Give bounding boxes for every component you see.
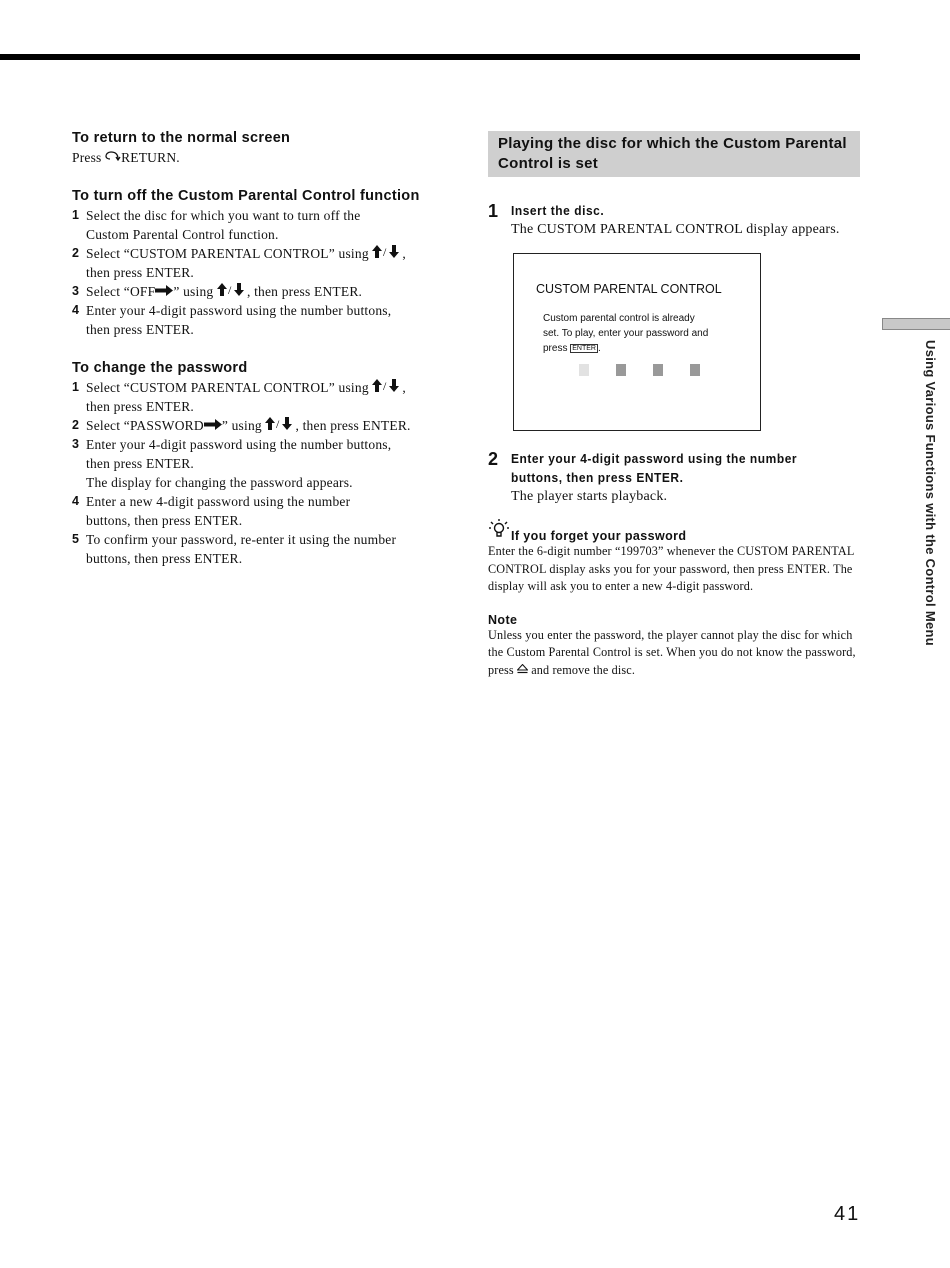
left-column <box>72 128 444 568</box>
return-icon <box>105 148 121 167</box>
note-block <box>488 613 860 680</box>
up-down-arrow-icon <box>372 244 402 263</box>
turn-off-step-2: 2 Select “CUSTOM PARENTAL CONTROL” using / , then press ENTER. <box>72 245 406 280</box>
insert-step-text: The CUSTOM PARENTAL CONTROL display appears. <box>511 222 840 237</box>
eject-icon <box>517 662 528 680</box>
up-down-arrow-icon <box>372 378 402 397</box>
enter-key-label: ENTER <box>572 345 596 352</box>
up-down-arrow-icon <box>265 416 295 435</box>
turn-off-step-4: 4 Enter your 4-digit password using the number buttons, then press ENTER. <box>72 303 392 337</box>
turn-off-step-1: 1 Select the disc for which you want to turn off the Custom Parental Control function. <box>72 208 361 242</box>
right-arrow-icon <box>204 416 222 435</box>
display-message: Custom parental control is already set. To play, enter your password and press ENTER . <box>543 313 709 354</box>
svg-text:/: / <box>276 417 280 430</box>
note-text: Unless you enter the password, the player cannot play the disc for which the Custom Parental Control is set. When you do not know the password, press and remove the disc. <box>488 627 860 680</box>
insert-step-heading: Insert the disc. <box>511 203 605 218</box>
change-step-5: 5 To confirm your password, re-enter it using the number buttons, then press ENTER. <box>72 532 397 566</box>
change-step-3: 3 Enter your 4-digit password using the number buttons, then press ENTER. The display for changing the password appears. <box>72 437 392 490</box>
enter-password-step: 2 Enter your 4-digit password using the number buttons, then press ENTER. The player starts playback. <box>488 449 860 506</box>
enter-password-text: The player starts playback. <box>511 489 668 504</box>
insert-step: 1 Insert the disc. The CUSTOM PARENTAL CONTROL display appears. <box>488 201 840 237</box>
lightbulb-hint-icon <box>488 518 510 543</box>
up-down-arrow-icon <box>217 282 247 301</box>
tip-block <box>488 518 860 596</box>
svg-text:/: / <box>383 245 387 258</box>
note-heading: Note <box>488 612 518 627</box>
password-digit-box <box>579 364 589 376</box>
enter-password-heading: Enter your 4-digit password using the number buttons, then press ENTER. <box>511 451 798 485</box>
display-title: CUSTOM PARENTAL CONTROL <box>536 282 722 296</box>
change-step-4: 4 Enter a new 4-digit password using the number buttons, then press ENTER. <box>72 494 351 528</box>
turn-off-step-3: 3 Select “OFF ” using / , then press ENTER. <box>72 283 363 299</box>
tip-heading: If you forget your password <box>511 529 687 543</box>
parental-control-display <box>513 253 761 431</box>
change-step-1: 1 Select “CUSTOM PARENTAL CONTROL” using / , then press ENTER. <box>72 379 406 414</box>
side-chapter-title: Using Various Functions with the Control Menu <box>923 340 938 646</box>
password-digit-box <box>653 364 663 376</box>
page-number: 41 <box>834 1203 861 1225</box>
password-digit-box <box>616 364 626 376</box>
svg-text:/: / <box>227 283 232 296</box>
section-banner: Playing the disc for which the Custom Parental Control is set <box>488 131 860 177</box>
top-rule <box>0 54 860 60</box>
right-arrow-icon <box>155 282 173 301</box>
tip-text: Enter the 6-digit number “199703” whenever the CUSTOM PARENTAL CONTROL display asks you for your password, then press ENTER. The display will ask you to enter a new 4-digit password. <box>488 544 854 593</box>
password-digit-box <box>690 364 700 376</box>
change-password-heading: To change the password <box>72 360 248 376</box>
turn-off-heading: To turn off the Custom Parental Control function <box>72 188 420 204</box>
side-tab-marker <box>882 318 950 330</box>
return-heading: To return to the normal screen <box>72 130 291 146</box>
return-text: Press RETURN. <box>72 150 180 165</box>
change-step-2: 2 Select “PASSWORD ” using / , then press ENTER. <box>72 417 411 433</box>
right-column <box>488 131 860 679</box>
svg-text:/: / <box>383 379 387 392</box>
